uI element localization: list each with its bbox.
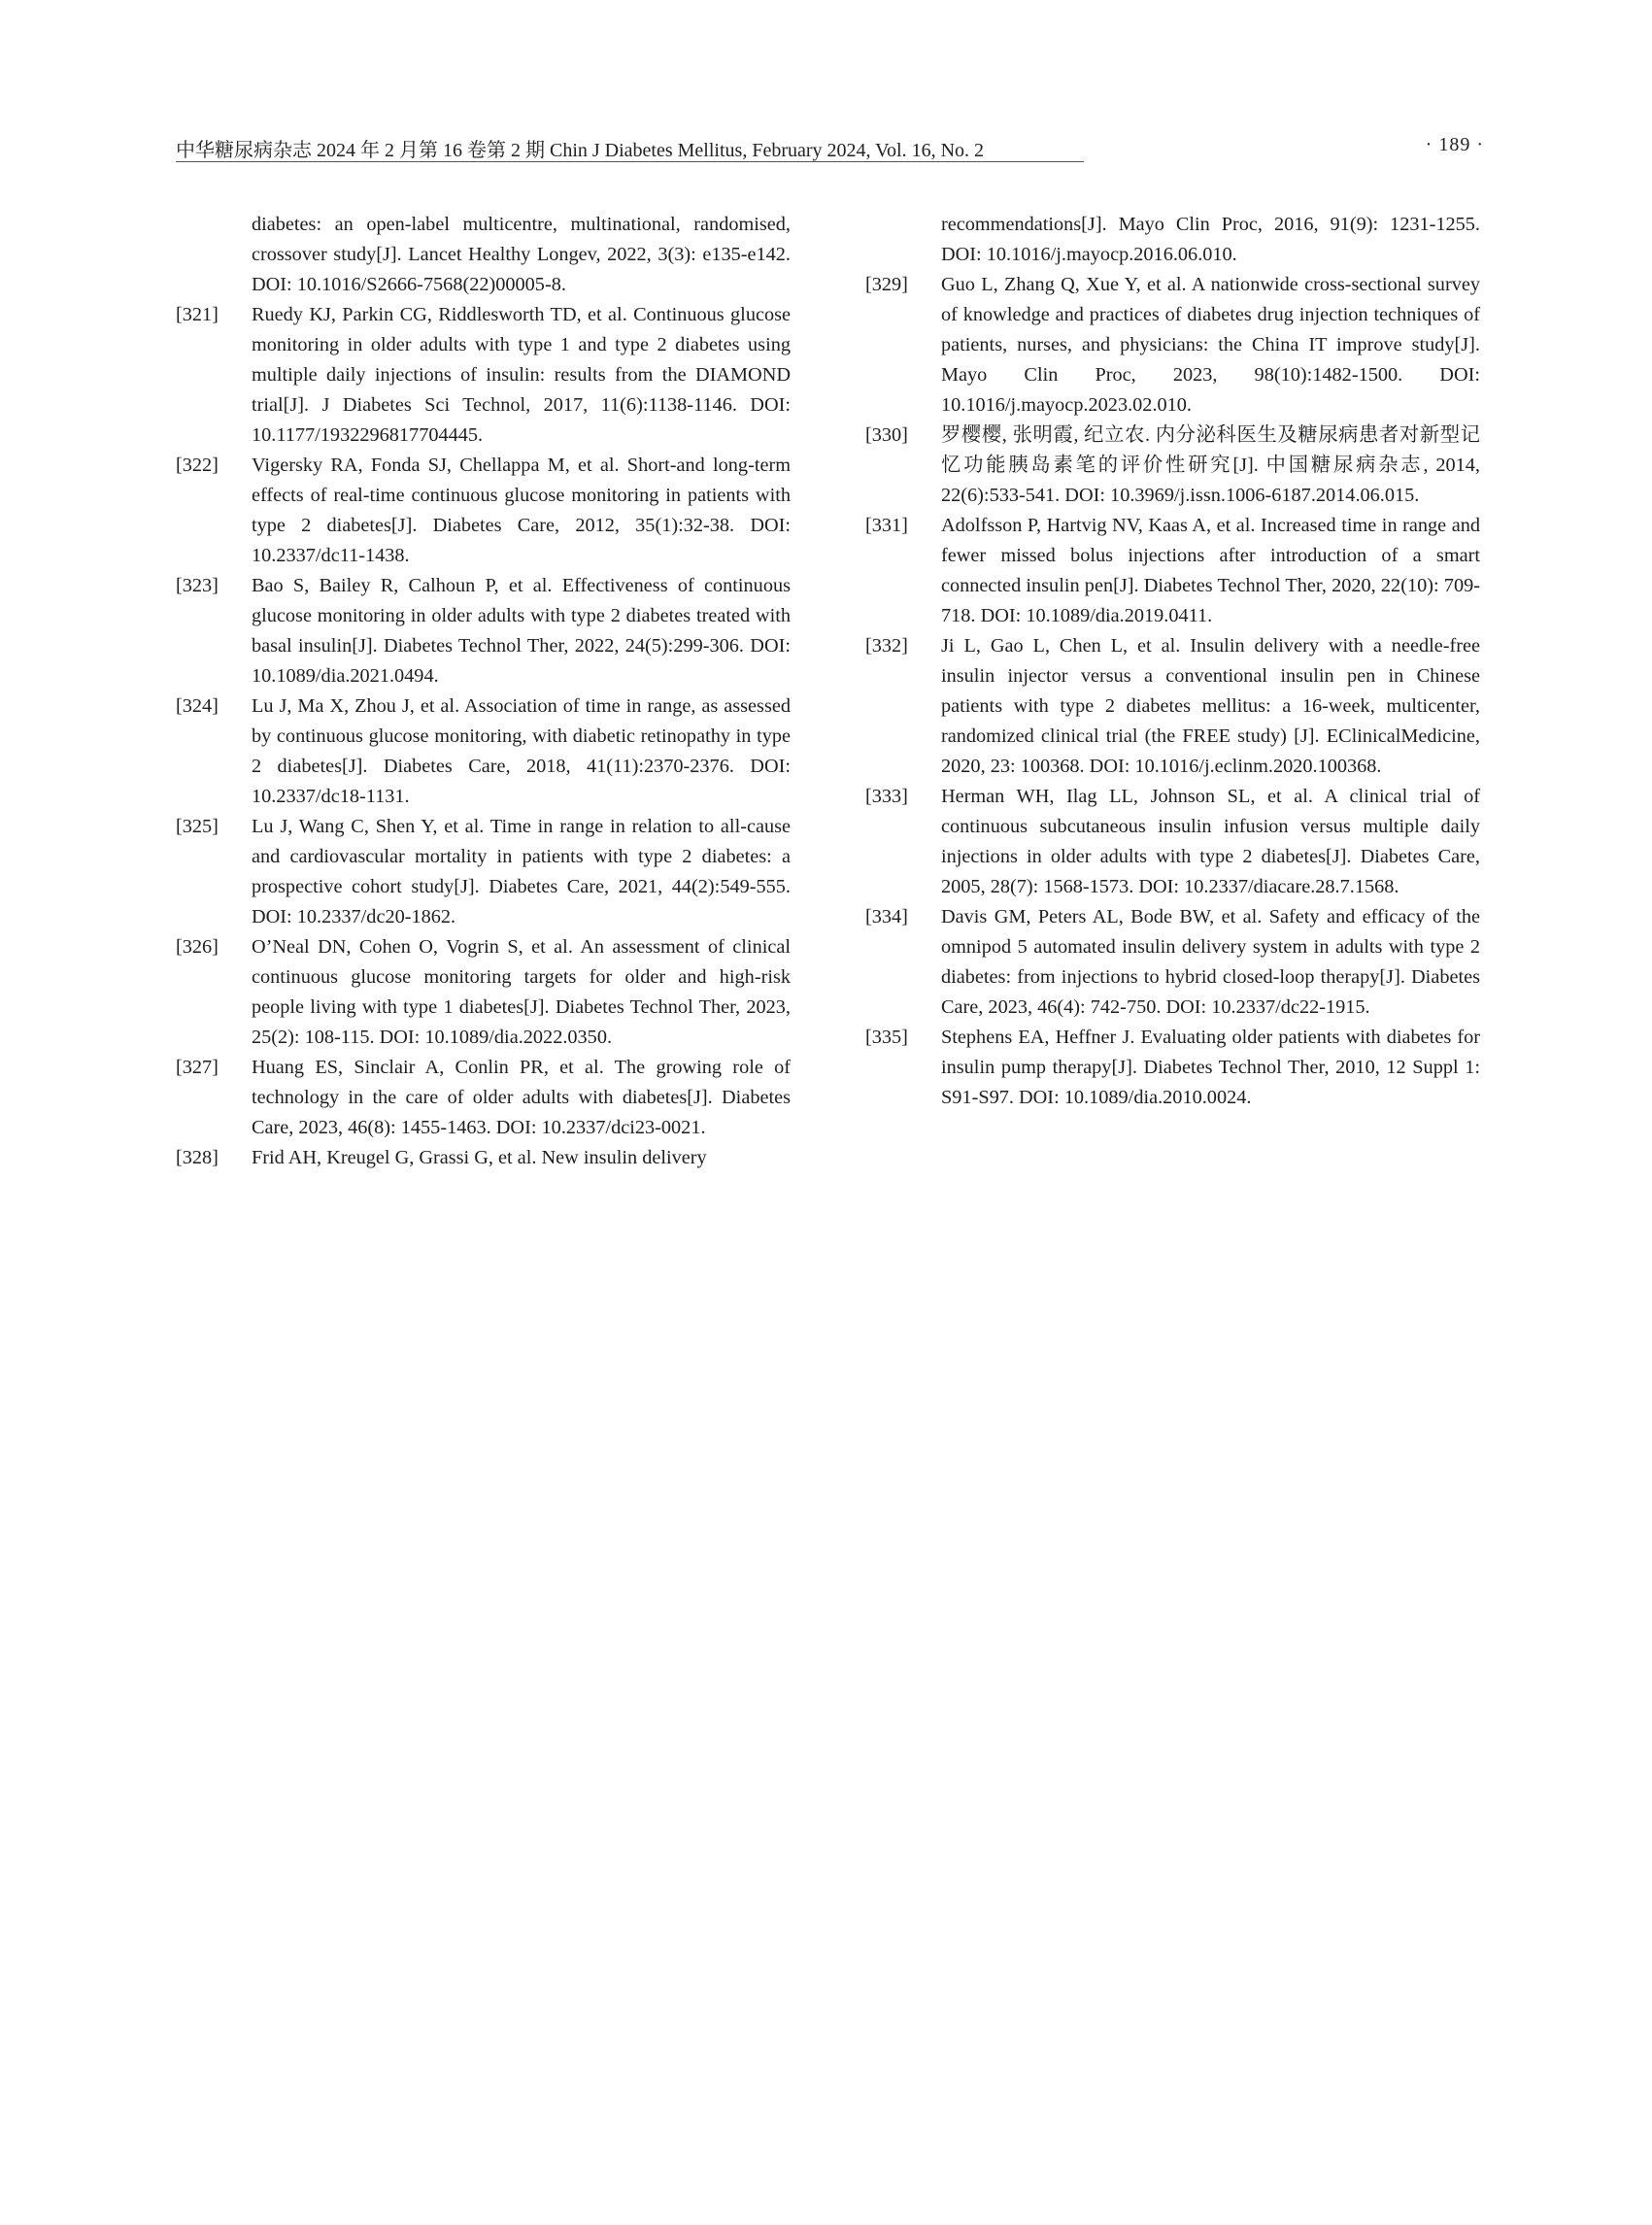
reference-322 <box>176 451 791 571</box>
reference-text: Lu J, Wang C, Shen Y, et al. Time in range in relation to all-cause and cardiovascular mortality in patients with type 2 diabetes: a prospective cohort study[J]. Diabetes Care, 2021, 44(2):549-555. DOI: 10.2337/dc20-1862. <box>252 816 791 927</box>
reference-number: [326] <box>176 936 219 958</box>
reference-number: [327] <box>176 1057 219 1078</box>
reference-text: Frid AH, Kreugel G, Grassi G, et al. New insulin delivery <box>252 1147 707 1168</box>
reference-text: Lu J, Ma X, Zhou J, et al. Association of time in range, as assessed by continuous glucose monitoring, with diabetic retinopathy in type 2 diabetes[J]. Diabetes Care, 2018, 41(11):2370-2376. DOI: 10.2337/dc18-1131. <box>252 695 791 807</box>
reference-text: Vigersky RA, Fonda SJ, Chellappa M, et al. Short-and long-term effects of real-time continuous glucose monitoring in patients with type 2 diabetes[J]. Diabetes Care, 2012, 35(1):32-38. DOI: 10.2337/dc11-1438. <box>252 455 791 566</box>
reference-333 <box>865 782 1480 902</box>
reference-text: 罗樱樱, 张明霞, 纪立农. 内分泌科医生及糖尿病患者对新型记忆功能胰岛素笔的评价性研究[J]. 中国糖尿病杂志, 2014, 22(6):533-541. DOI: 10.3969/j.issn.1006-6187.2014.06.015. <box>941 424 1480 506</box>
reference-331 <box>865 511 1480 631</box>
reference-number: [325] <box>176 816 219 837</box>
reference-text: Guo L, Zhang Q, Xue Y, et al. A nationwide cross-sectional survey of knowledge and practices of diabetes drug injection techniques of patients, nurses, and physicians: the China IT improve study[J]. Mayo Clin Proc, 2023, 98(10):1482-1500. DOI: 10.1016/j.mayocp.2023.02.010. <box>941 274 1480 416</box>
reference-text: Stephens EA, Heffner J. Evaluating older patients with diabetes for insulin pump therapy[J]. Diabetes Technol Ther, 2010, 12 Suppl 1: S91-S97. DOI: 10.1089/dia.2010.0024. <box>941 1027 1480 1108</box>
reference-335 <box>865 1023 1480 1113</box>
reference-number: [324] <box>176 695 219 717</box>
running-header <box>176 132 1484 163</box>
reference-321 <box>176 300 791 451</box>
reference-continuation <box>176 210 791 300</box>
reference-number: [334] <box>865 906 908 927</box>
reference-number: [331] <box>865 515 908 536</box>
reference-text: Ji L, Gao L, Chen L, et al. Insulin delivery with a needle-free insulin injector versus a conventional insulin pen in Chinese patients with type 2 diabetes mellitus: a 16-week, multicenter, randomized clinical trial (the FREE study) [J]. EClinicalMedicine, 2020, 23: 100368. DOI: 10.1016/j.eclinm.2020.100368. <box>941 635 1480 777</box>
reference-text: Adolfsson P, Hartvig NV, Kaas A, et al. Increased time in range and fewer missed bolus injections after introduction of a smart connected insulin pen[J]. Diabetes Technol Ther, 2020, 22(10): 709-718. DOI: 10.1089/dia.2019.0411. <box>941 515 1480 626</box>
left-column <box>176 210 791 1173</box>
reference-text: recommendations[J]. Mayo Clin Proc, 2016, 91(9): 1231-1255. DOI: 10.1016/j.mayocp.2016.06.010. <box>941 214 1480 265</box>
page-number: · 189 · <box>1425 134 1484 155</box>
reference-328 <box>176 1143 791 1173</box>
reference-text: Herman WH, Ilag LL, Johnson SL, et al. A clinical trial of continuous subcutaneous insulin infusion versus multiple daily injections in older adults with type 2 diabetes[J]. Diabetes Care, 2005, 28(7): 1568-1573. DOI: 10.2337/diacare.28.7.1568. <box>941 786 1480 897</box>
reference-number: [332] <box>865 635 908 657</box>
reference-number: [333] <box>865 786 908 807</box>
reference-325 <box>176 812 791 932</box>
reference-text: O’Neal DN, Cohen O, Vogrin S, et al. An assessment of clinical continuous glucose monitoring targets for older and high-risk people living with type 1 diabetes[J]. Diabetes Technol Ther, 2023, 25(2): 108-115. DOI: 10.1089/dia.2022.0350. <box>252 936 791 1048</box>
reference-324 <box>176 691 791 812</box>
header-underline <box>176 161 1084 162</box>
reference-334 <box>865 902 1480 1023</box>
reference-323 <box>176 571 791 691</box>
reference-text: diabetes: an open-label multicentre, multinational, randomised, crossover study[J]. Lancet Healthy Longev, 2022, 3(3): e135-e142. DOI: 10.1016/S2666-7568(22)00005-8. <box>252 214 791 295</box>
reference-number: [330] <box>865 424 908 446</box>
reference-number: [335] <box>865 1027 908 1048</box>
reference-text: Huang ES, Sinclair A, Conlin PR, et al. The growing role of technology in the care of older adults with diabetes[J]. Diabetes Care, 2023, 46(8): 1455-1463. DOI: 10.2337/dci23-0021. <box>252 1057 791 1138</box>
reference-329 <box>865 270 1480 421</box>
reference-number: [321] <box>176 304 219 325</box>
reference-327 <box>176 1053 791 1143</box>
reference-number: [322] <box>176 455 219 476</box>
reference-number: [328] <box>176 1147 219 1168</box>
reference-number: [329] <box>865 274 908 295</box>
reference-text: Bao S, Bailey R, Calhoun P, et al. Effectiveness of continuous glucose monitoring in older adults with type 2 diabetes treated with basal insulin[J]. Diabetes Technol Ther, 2022, 24(5):299-306. DOI: 10.1089/dia.2021.0494. <box>252 575 791 687</box>
reference-text: Ruedy KJ, Parkin CG, Riddlesworth TD, et al. Continuous glucose monitoring in older adults with type 1 and type 2 diabetes using multiple daily injections of insulin: results from the DIAMOND trial[J]. J Diabetes Sci Technol, 2017, 11(6):1138-1146. DOI: 10.1177/1932296817704445. <box>252 304 791 446</box>
journal-citation-line: 中华糖尿病杂志 2024 年 2 月第 16 卷第 2 期 Chin J Diabetes Mellitus, February 2024, Vol. 16, No. 2 <box>176 140 985 161</box>
reference-number: [323] <box>176 575 219 596</box>
reference-330 <box>865 421 1480 511</box>
reference-326 <box>176 932 791 1053</box>
reference-text: Davis GM, Peters AL, Bode BW, et al. Safety and efficacy of the omnipod 5 automated insulin delivery system in adults with type 2 diabetes: from injections to hybrid closed-loop therapy[J]. Diabetes Care, 2023, 46(4): 742-750. DOI: 10.2337/dc22-1915. <box>941 906 1480 1018</box>
reference-continuation <box>865 210 1480 270</box>
right-column <box>865 210 1480 1113</box>
reference-332 <box>865 631 1480 782</box>
